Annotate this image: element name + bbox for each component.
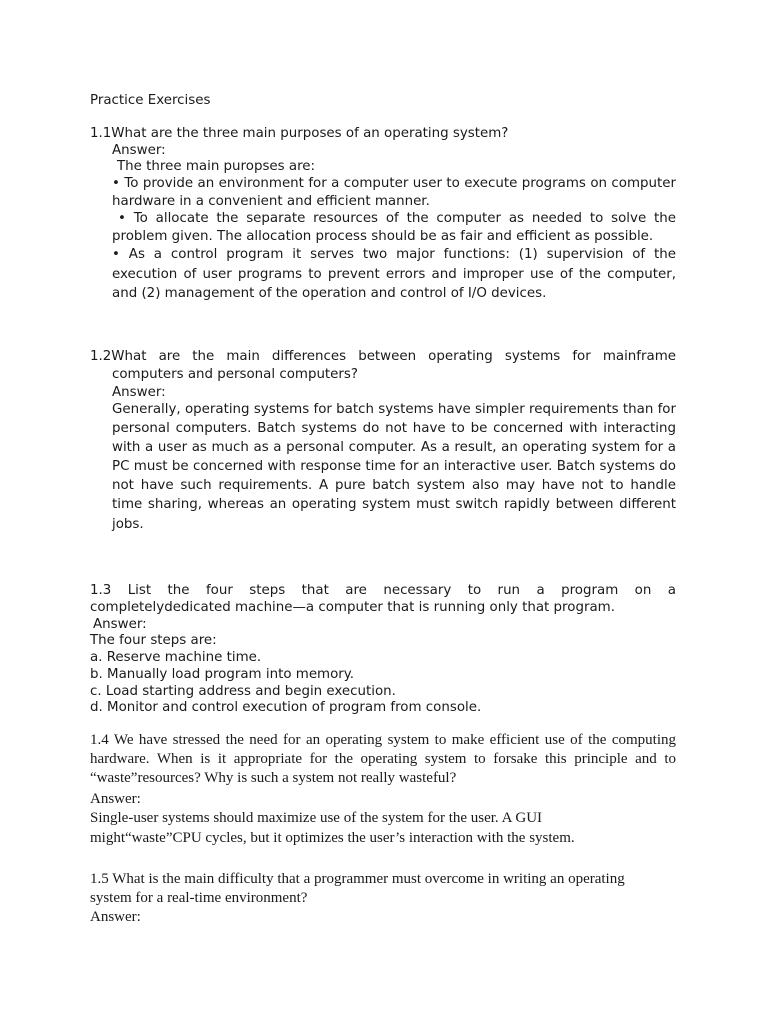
q3-step-c: c. Load starting address and begin execution. bbox=[90, 684, 396, 699]
q1-bullet-1: • To provide an environment for a computer user to execute programs on computer hardware in a convenient and efficient manner. bbox=[112, 176, 676, 209]
q3-question-line-1: 1.3 List the four steps that are necessary to run a program on a bbox=[90, 583, 676, 598]
q1-question: 1.1What are the three main purposes of an operating system? bbox=[90, 126, 509, 141]
q3-step-b: b. Manually load program into memory. bbox=[90, 667, 355, 682]
q2-number: 1.2 bbox=[90, 349, 112, 364]
q4-answer-line-1: Single-user systems should maximize use of the system for the user. A GUI bbox=[90, 810, 543, 826]
q2-question bbox=[90, 348, 676, 384]
q5-answer-label: Answer: bbox=[90, 909, 141, 925]
q2-answer: Generally, operating systems for batch systems have simpler requirements than for personal computers. Batch systems do not have to be concerned with interacting with a user as much as a personal computer. As a result, an operating system for a PC must be concerned with response time for an interactive user. Batch systems do not have such requirements. A pure batch system also may have not to handle time sharing, whereas an operating system must switch rapidly between different jobs. bbox=[112, 402, 676, 532]
q3-answer-intro: The four steps are: bbox=[90, 633, 217, 648]
q4-question: 1.4 We have stressed the need for an operating system to make efficient use of the computing hardware. When is it appropriate for the operating system to forsake this principle and to “waste”resources? Why is such a system not really wasteful? bbox=[90, 732, 676, 786]
q5-question-line-2: system for a real-time environment? bbox=[90, 890, 308, 906]
q1-bullet-3: • As a control program it serves two major functions: (1) supervision of the execution of user programs to prevent errors and improper use of the computer, and (2) management of the operation and control of I/O devices. bbox=[112, 247, 676, 301]
q3-step-a: a. Reserve machine time. bbox=[90, 650, 262, 665]
q3-question-line-2: completelydedicated machine—a computer that is running only that program. bbox=[90, 600, 615, 615]
q2-answer-label: Answer: bbox=[112, 385, 166, 400]
q4-answer-line-2: might“waste”CPU cycles, but it optimizes the user’s interaction with the system. bbox=[90, 830, 575, 846]
q3-step-d: d. Monitor and control execution of program from console. bbox=[90, 700, 482, 715]
q1-answer-label: Answer: bbox=[112, 143, 166, 158]
page-heading: Practice Exercises bbox=[90, 93, 211, 108]
q4-answer-label: Answer: bbox=[90, 791, 141, 807]
q2-question-text: What are the main differences between operating systems for mainframe computers and personal computers? bbox=[111, 349, 676, 382]
q1-answer-intro: The three main puropses are: bbox=[117, 159, 316, 174]
q1-bullet-2: • To allocate the separate resources of the computer as needed to solve the problem given. The allocation process should be as fair and efficient as possible. bbox=[112, 211, 676, 244]
q3-answer-label: Answer: bbox=[93, 617, 147, 632]
q5-question-line-1: 1.5 What is the main difficulty that a programmer must overcome in writing an operating bbox=[90, 871, 625, 887]
